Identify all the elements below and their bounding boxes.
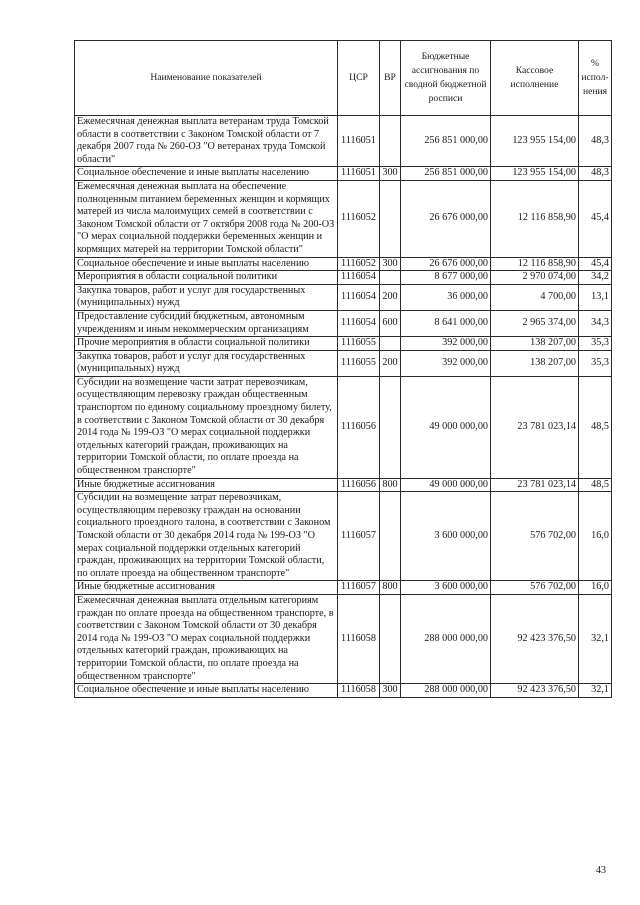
cell-exec: 12 116 858,90 bbox=[491, 180, 579, 257]
cell-name: Социальное обеспечение и иные выплаты населению bbox=[75, 167, 338, 181]
cell-pct: 34,2 bbox=[579, 271, 612, 285]
cell-vr bbox=[380, 492, 401, 581]
cell-vr: 300 bbox=[380, 167, 401, 181]
cell-exec: 92 423 376,50 bbox=[491, 684, 579, 698]
cell-pct: 45,4 bbox=[579, 257, 612, 271]
table-header-row bbox=[75, 41, 612, 116]
cell-exec: 2 970 074,00 bbox=[491, 271, 579, 285]
cell-plan: 392 000,00 bbox=[401, 337, 491, 351]
cell-vr: 800 bbox=[380, 581, 401, 595]
cell-csr: 1116054 bbox=[338, 284, 380, 310]
cell-plan: 26 676 000,00 bbox=[401, 257, 491, 271]
table-row bbox=[75, 492, 612, 581]
cell-name: Ежемесячная денежная выплата отдельным категориям граждан по оплате проезда на общественном транспорте, в соответствии с Законом Томской области от 30 декабря 2014 года № 199-ОЗ "О мерах социальной поддержки отдельных категорий граждан, проживающих на территории Томской области, по оплате проезда на общественном транспорте" bbox=[75, 594, 338, 683]
cell-plan: 26 676 000,00 bbox=[401, 180, 491, 257]
cell-exec: 23 781 023,14 bbox=[491, 478, 579, 492]
cell-vr: 200 bbox=[380, 350, 401, 376]
cell-exec: 2 965 374,00 bbox=[491, 310, 579, 336]
cell-plan: 8 641 000,00 bbox=[401, 310, 491, 336]
cell-plan: 256 851 000,00 bbox=[401, 167, 491, 181]
table-row bbox=[75, 684, 612, 698]
cell-pct: 48,3 bbox=[579, 167, 612, 181]
cell-csr: 1116052 bbox=[338, 180, 380, 257]
cell-name: Иные бюджетные ассигнования bbox=[75, 478, 338, 492]
table-row bbox=[75, 271, 612, 285]
header-name: Наименование показателей bbox=[75, 41, 338, 116]
cell-csr: 1116056 bbox=[338, 376, 380, 478]
cell-pct: 13,1 bbox=[579, 284, 612, 310]
cell-pct: 16,0 bbox=[579, 581, 612, 595]
cell-plan: 256 851 000,00 bbox=[401, 116, 491, 167]
budget-execution-table bbox=[74, 40, 612, 698]
cell-pct: 48,5 bbox=[579, 376, 612, 478]
table-row bbox=[75, 284, 612, 310]
table-row bbox=[75, 167, 612, 181]
cell-plan: 3 600 000,00 bbox=[401, 581, 491, 595]
cell-csr: 1116055 bbox=[338, 350, 380, 376]
cell-plan: 36 000,00 bbox=[401, 284, 491, 310]
cell-plan: 49 000 000,00 bbox=[401, 478, 491, 492]
cell-pct: 34,3 bbox=[579, 310, 612, 336]
cell-csr: 1116056 bbox=[338, 478, 380, 492]
cell-name: Ежемесячная денежная выплата ветеранам труда Томской области в соответствии с Законом Томской области от 7 декабря 2007 года № 260-ОЗ "О ветеранах труда Томской области" bbox=[75, 116, 338, 167]
page-number: 43 bbox=[596, 865, 606, 876]
cell-exec: 23 781 023,14 bbox=[491, 376, 579, 478]
table-row bbox=[75, 350, 612, 376]
header-plan: Бюджетные ассигнования по сводной бюджетной росписи bbox=[401, 41, 491, 116]
cell-exec: 4 700,00 bbox=[491, 284, 579, 310]
cell-csr: 1116051 bbox=[338, 116, 380, 167]
cell-pct: 32,1 bbox=[579, 684, 612, 698]
header-csr: ЦСР bbox=[338, 41, 380, 116]
cell-csr: 1116055 bbox=[338, 337, 380, 351]
cell-plan: 3 600 000,00 bbox=[401, 492, 491, 581]
cell-vr: 300 bbox=[380, 257, 401, 271]
table-row bbox=[75, 594, 612, 683]
cell-vr bbox=[380, 376, 401, 478]
cell-name: Иные бюджетные ассигнования bbox=[75, 581, 338, 595]
table-row bbox=[75, 478, 612, 492]
cell-vr: 600 bbox=[380, 310, 401, 336]
cell-vr bbox=[380, 271, 401, 285]
cell-name: Закупка товаров, работ и услуг для государственных (муниципальных) нужд bbox=[75, 284, 338, 310]
cell-exec: 92 423 376,50 bbox=[491, 594, 579, 683]
table-row bbox=[75, 257, 612, 271]
cell-name: Социальное обеспечение и иные выплаты населению bbox=[75, 257, 338, 271]
cell-pct: 16,0 bbox=[579, 492, 612, 581]
cell-csr: 1116058 bbox=[338, 684, 380, 698]
cell-exec: 123 955 154,00 bbox=[491, 167, 579, 181]
cell-csr: 1116052 bbox=[338, 257, 380, 271]
cell-name: Социальное обеспечение и иные выплаты населению bbox=[75, 684, 338, 698]
cell-vr bbox=[380, 337, 401, 351]
cell-pct: 48,5 bbox=[579, 478, 612, 492]
cell-exec: 12 116 858,90 bbox=[491, 257, 579, 271]
cell-csr: 1116054 bbox=[338, 310, 380, 336]
table-body bbox=[75, 116, 612, 698]
cell-pct: 35,3 bbox=[579, 337, 612, 351]
table-row bbox=[75, 180, 612, 257]
table-row bbox=[75, 116, 612, 167]
cell-vr bbox=[380, 116, 401, 167]
cell-name: Мероприятия в области социальной политики bbox=[75, 271, 338, 285]
header-pct: % испол-нения bbox=[579, 41, 612, 116]
cell-vr: 200 bbox=[380, 284, 401, 310]
header-vr: ВР bbox=[380, 41, 401, 116]
table-row bbox=[75, 581, 612, 595]
cell-name: Закупка товаров, работ и услуг для государственных (муниципальных) нужд bbox=[75, 350, 338, 376]
cell-name: Ежемесячная денежная выплата на обеспечение полноценным питанием беременных женщин и кормящих матерей из числа малоимущих семей в соответствии с Законом Томской области от 7 октября 2008 года № 200-ОЗ "О мерах социальной поддержки беременных женщин и кормящих матерей на территории Томской области" bbox=[75, 180, 338, 257]
cell-exec: 138 207,00 bbox=[491, 350, 579, 376]
cell-name: Субсидии на возмещение затрат перевозчикам, осуществляющим перевозку граждан на основании социального проездного талона, в соответствии с Законом Томской области от 30 декабря 2014 года № 199-ОЗ "О мерах социальной поддержки отдельных категорий граждан, проживающих на территории Томской области, по оплате проезда на общественном транспорте" bbox=[75, 492, 338, 581]
cell-exec: 123 955 154,00 bbox=[491, 116, 579, 167]
header-exec: Кассовое исполнение bbox=[491, 41, 579, 116]
cell-csr: 1116058 bbox=[338, 594, 380, 683]
cell-exec: 576 702,00 bbox=[491, 492, 579, 581]
cell-plan: 8 677 000,00 bbox=[401, 271, 491, 285]
cell-csr: 1116057 bbox=[338, 581, 380, 595]
cell-exec: 138 207,00 bbox=[491, 337, 579, 351]
table-row bbox=[75, 310, 612, 336]
cell-pct: 32,1 bbox=[579, 594, 612, 683]
cell-plan: 288 000 000,00 bbox=[401, 684, 491, 698]
cell-pct: 45,4 bbox=[579, 180, 612, 257]
cell-name: Прочие мероприятия в области социальной политики bbox=[75, 337, 338, 351]
cell-exec: 576 702,00 bbox=[491, 581, 579, 595]
table-row bbox=[75, 376, 612, 478]
cell-vr: 800 bbox=[380, 478, 401, 492]
cell-pct: 35,3 bbox=[579, 350, 612, 376]
cell-plan: 392 000,00 bbox=[401, 350, 491, 376]
cell-vr: 300 bbox=[380, 684, 401, 698]
cell-csr: 1116057 bbox=[338, 492, 380, 581]
cell-pct: 48,3 bbox=[579, 116, 612, 167]
cell-csr: 1116051 bbox=[338, 167, 380, 181]
cell-name: Предоставление субсидий бюджетным, автономным учреждениям и иным некоммерческим организациям bbox=[75, 310, 338, 336]
cell-name: Субсидии на возмещение части затрат перевозчикам, осуществляющим перевозку граждан общественным транспортом по единому социальному проездному билету, в соответствии с Законом Томской области от 30 декабря 2014 года № 199-ОЗ "О мерах социальной поддержки отдельных категорий граждан, проживающих на территории Томской области, по оплате проезда на общественном транспорте" bbox=[75, 376, 338, 478]
cell-vr bbox=[380, 594, 401, 683]
cell-vr bbox=[380, 180, 401, 257]
cell-csr: 1116054 bbox=[338, 271, 380, 285]
cell-plan: 49 000 000,00 bbox=[401, 376, 491, 478]
cell-plan: 288 000 000,00 bbox=[401, 594, 491, 683]
table-row bbox=[75, 337, 612, 351]
